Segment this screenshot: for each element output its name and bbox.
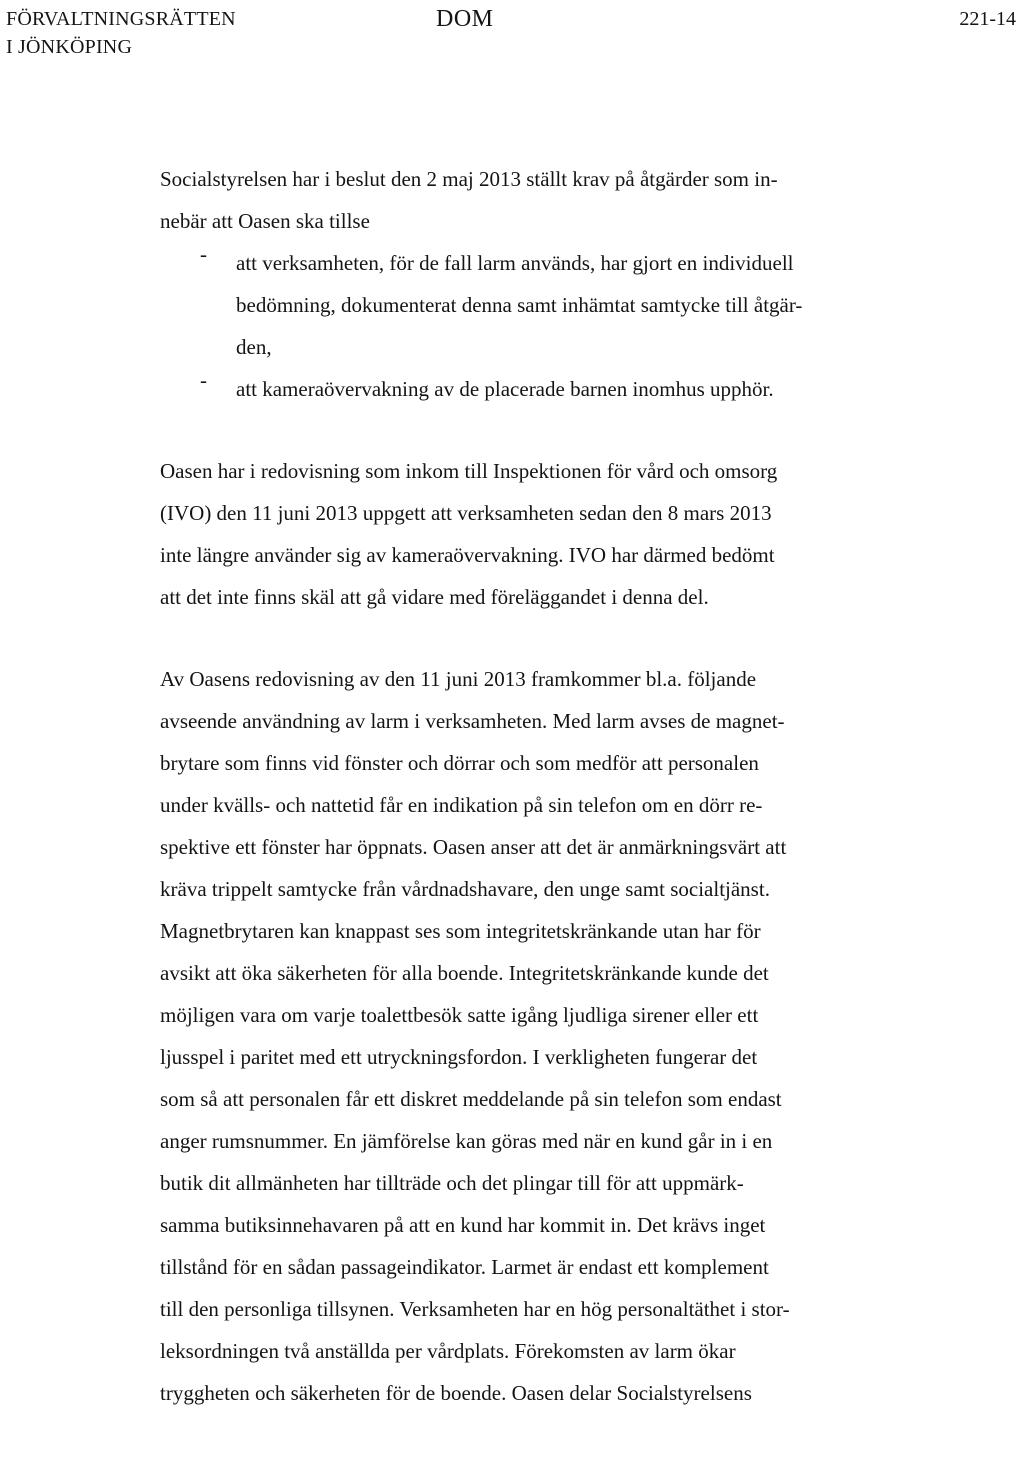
text-line: anger rumsnummer. En jämförelse kan göras med när en kund går in i en (160, 1129, 773, 1153)
requirement-item-1 (160, 242, 900, 368)
court-name-line-2: I JÖNKÖPING (6, 36, 133, 58)
document-type: DOM (436, 6, 494, 32)
ivo-paragraph (160, 450, 900, 618)
text-line: under kvälls- och nattetid får en indikation på sin telefon om en dörr re- (160, 793, 763, 817)
text-line: tillstånd för en sådan passageindikator. Larmet är endast ett komplement (160, 1255, 769, 1279)
court-name-line-1: FÖRVALTNINGSRÄTTEN (6, 8, 236, 30)
case-number: 221-14 (959, 8, 1016, 30)
text-line: kräva trippelt samtycke från vårdnadshavare, den unge samt socialtjänst. (160, 877, 770, 901)
text-line: att det inte finns skäl att gå vidare med föreläggandet i denna del. (160, 585, 709, 609)
text-line: avseende användning av larm i verksamheten. Med larm avses de magnet- (160, 709, 785, 733)
text-line: Socialstyrelsen har i beslut den 2 maj 2013 ställt krav på åtgärder som in- (160, 167, 778, 191)
text-line: leksordningen två anställda per vårdplats. Förekomsten av larm ökar (160, 1339, 736, 1363)
text-line: möjligen vara om varje toalettbesök satte igång ljudliga sirener eller ett (160, 1003, 759, 1027)
text-line: den, (236, 335, 272, 359)
text-line: att kameraövervakning av de placerade barnen inomhus upphör. (236, 377, 774, 401)
court-name (6, 5, 236, 61)
text-line: att verksamheten, för de fall larm används, har gjort en individuell (236, 251, 794, 275)
paragraph-gap (160, 618, 900, 658)
text-line: till den personliga tillsynen. Verksamheten har en hög personaltäthet i stor- (160, 1297, 790, 1321)
text-line: Magnetbrytaren kan knappast ses som integritetskränkande utan har för (160, 919, 761, 943)
text-line: bedömning, dokumenterat denna samt inhämtat samtycke till åtgär- (236, 293, 803, 317)
text-line: ljusspel i paritet med ett utryckningsfordon. I verkligheten fungerar det (160, 1045, 758, 1069)
text-line: spektive ett fönster har öppnats. Oasen anser att det är anmärkningsvärt att (160, 835, 787, 859)
text-line: butik dit allmänheten har tillträde och det plingar till för att uppmärk- (160, 1171, 744, 1195)
bullet-dash: - (200, 368, 207, 392)
text-line: tryggheten och säkerheten för de boende. Oasen delar Socialstyrelsens (160, 1381, 752, 1405)
document-body (160, 158, 900, 1414)
text-line: avsikt att öka säkerheten för alla boende. Integritetskränkande kunde det (160, 961, 769, 985)
intro-paragraph (160, 158, 900, 242)
requirement-item-2 (160, 368, 900, 410)
alarm-paragraph (160, 658, 900, 1414)
text-line: brytare som finns vid fönster och dörrar och som medför att personalen (160, 751, 759, 775)
text-line: (IVO) den 11 juni 2013 uppgett att verksamheten sedan den 8 mars 2013 (160, 501, 772, 525)
text-line: nebär att Oasen ska tillse (160, 209, 370, 233)
bullet-dash: - (200, 242, 207, 266)
text-line: som så att personalen får ett diskret meddelande på sin telefon som endast (160, 1087, 782, 1111)
text-line: samma butiksinnehavaren på att en kund har kommit in. Det krävs inget (160, 1213, 766, 1237)
text-line: inte längre använder sig av kameraövervakning. IVO har därmed bedömt (160, 543, 775, 567)
paragraph-gap (160, 410, 900, 450)
text-line: Av Oasens redovisning av den 11 juni 2013 framkommer bl.a. följande (160, 667, 757, 691)
text-line: Oasen har i redovisning som inkom till Inspektionen för vård och omsorg (160, 459, 778, 483)
